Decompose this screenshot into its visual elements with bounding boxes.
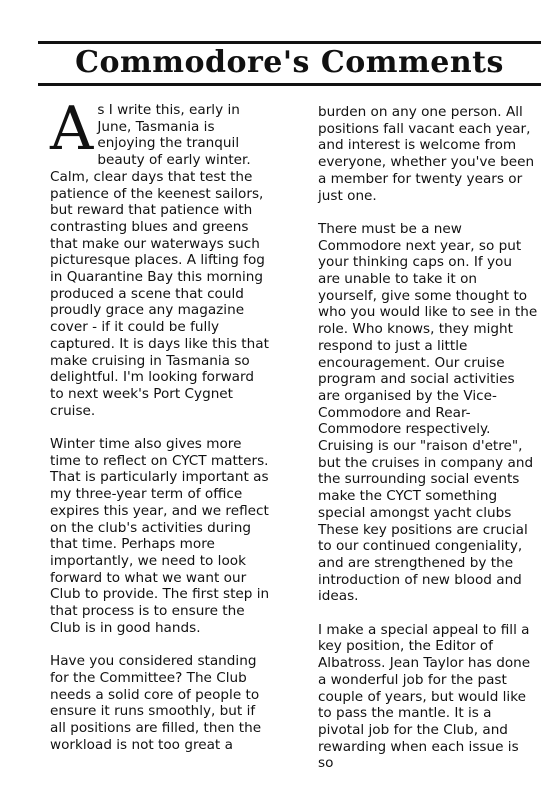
page-title: Commodore's Comments xyxy=(75,45,504,80)
drop-cap: A xyxy=(50,94,94,164)
article-column-right xyxy=(318,104,538,789)
header-bottom-rule xyxy=(38,83,541,86)
paragraph: Winter time also gives more time to reflect on CYCT matters. That is particularly important as my three-year term of office expires this year, and we reflect on the club's activities during that time. Perhaps more importantly, we need to look forward to what we want our Club to provide. The first step in that process is to ensure the Club is in good hands. xyxy=(50,436,270,636)
paragraph: There must be a new Commodore next year, so put your thinking caps on. If you are unable to take it on yourself, give some thought to who you would like to see in the role. Who knows, they might respond to just a little encouragement. Our cruise program and social activities are organised by the Vice-Commodore and Rear-Commodore respectively. Cruising is our "raison d'etre", but the cruises in company and the surrounding social events make the CYCT something special amongst yacht clubs These key positions are crucial to our continued congeniality, and are strengthened by the introduction of new blood and ideas. xyxy=(318,220,538,605)
paragraph xyxy=(50,94,270,419)
paragraph: Have you considered standing for the Committee? The Club needs a solid core of people to ensure it runs smoothly, but if all positions are filled, then the workload is not too great a xyxy=(50,653,262,753)
paragraph: burden on any one person. All positions fall vacant each year, and interest is welcome from everyone, whether you've been a member for twenty years or just one. xyxy=(318,104,535,204)
header-top-rule xyxy=(38,41,541,44)
article-column-left xyxy=(50,94,270,770)
paragraph-text: s I write this, early in June, Tasmania is enjoying the tranquil beauty of early winter. Calm, clear days that test the patience of the keenest sailors, but reward that patience with contrasting blues and greens that make our waterways such picturesque places. A lifting fog in Quarantine Bay this morning produced a scene that could proudly grace any magazine cover - if it could be fully captured. It is days like this that make cruising in Tasmania so delightful. I'm looking forward to next week's Port Cygnet cruise. xyxy=(50,102,269,419)
paragraph: I make a special appeal to fill a key position, the Editor of Albatross. Jean Taylor has done a wonderful job for the past couple of years, but would like to pass the mantle. It is a pivotal job for the Club, and rewarding when each issue is so xyxy=(318,621,531,772)
